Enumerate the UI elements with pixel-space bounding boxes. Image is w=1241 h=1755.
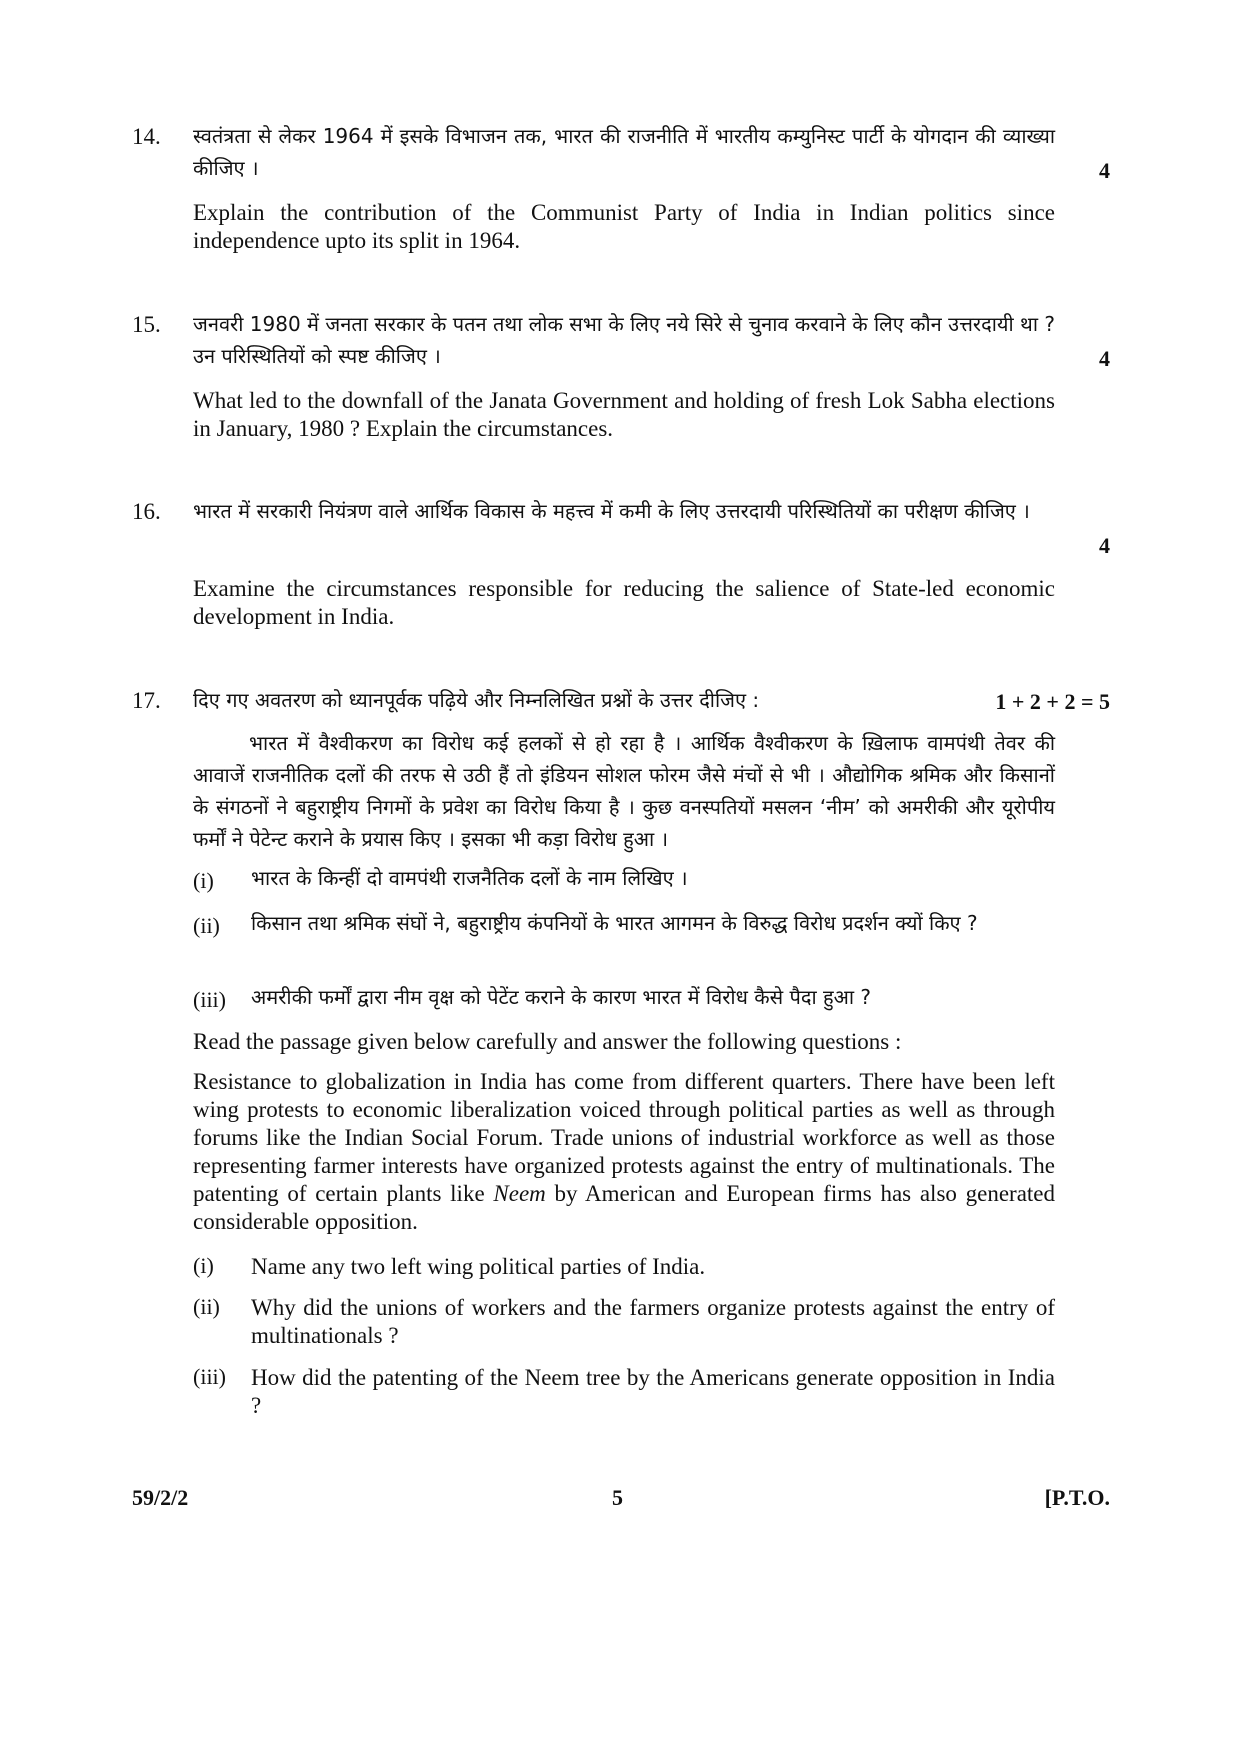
question-marks: 4 bbox=[1099, 346, 1110, 371]
question-instruction-hindi: दिए गए अवतरण को ध्यानपूर्वक पढ़िये और निम्नलिखित प्रश्नों के उत्तर दीजिए : bbox=[193, 688, 760, 712]
question-number: 17. bbox=[132, 688, 161, 713]
sub-question-label: (iii) bbox=[193, 987, 226, 1012]
question-english: Examine the circumstances responsible for reducing the salience of State-led economic development in India. bbox=[193, 576, 1055, 629]
sub-question-label: (ii) bbox=[193, 913, 220, 938]
sub-question-label: (ii) bbox=[193, 1294, 220, 1319]
sub-question-text: भारत के किन्हीं दो वामपंथी राजनैतिक दलों के नाम लिखिए । bbox=[251, 866, 688, 890]
passage-english-part-1: Resistance to globalization in India has come from different quarters. There have been left wing protests to economic liberalization voiced through political parties as well as through forums like the Indian Social Forum. Trade unions of industrial workforce as well as those representing farmer interests have organized protests against the entry of multinationals. The patenting of certain plants like bbox=[193, 1069, 1055, 1206]
passage-english bbox=[193, 1068, 1055, 1236]
question-number: 16. bbox=[132, 499, 161, 524]
sub-question-label: (i) bbox=[193, 1253, 214, 1278]
question-english: Explain the contribution of the Communist Party of India in Indian politics since independence upto its split in 1964. bbox=[193, 200, 1055, 253]
question-number: 14. bbox=[132, 124, 161, 149]
question-marks: 4 bbox=[1099, 158, 1110, 183]
paper-code: 59/2/2 bbox=[132, 1485, 189, 1510]
passage-english-italic: Neem bbox=[493, 1181, 546, 1206]
sub-question-label: (iii) bbox=[193, 1364, 226, 1389]
page-number: 5 bbox=[612, 1485, 623, 1510]
question-hindi: स्वतंत्रता से लेकर 1964 में इसके विभाजन तक, भारत की राजनीति में भारतीय कम्युनिस्ट पार्टी के योगदान की व्याख्या कीजिए । bbox=[193, 124, 1055, 180]
question-number: 15. bbox=[132, 312, 161, 337]
sub-question-text: Why did the unions of workers and the farmers organize protests against the entry of multinationals ? bbox=[251, 1295, 1055, 1348]
question-english: What led to the downfall of the Janata Government and holding of fresh Lok Sabha elections in January, 1980 ? Explain the circumstances. bbox=[193, 388, 1055, 441]
pto-label: [P.T.O. bbox=[1044, 1485, 1110, 1510]
passage-english-part-2: by American and European firms has also generated considerable opposition. bbox=[193, 1181, 1056, 1234]
instruction-english: Read the passage given below carefully and answer the following questions : bbox=[193, 1029, 902, 1054]
question-hindi: जनवरी 1980 में जनता सरकार के पतन तथा लोक सभा के लिए नये सिरे से चुनाव करवाने के लिए कौन उत्तरदायी था ? उन परिस्थितियों को स्पष्ट कीजिए । bbox=[193, 312, 1055, 368]
sub-question-label: (i) bbox=[193, 868, 214, 893]
sub-question-text: How did the patenting of the Neem tree by the Americans generate opposition in India ? bbox=[251, 1365, 1055, 1418]
question-hindi: भारत में सरकारी नियंत्रण वाले आर्थिक विकास के महत्त्व में कमी के लिए उत्तरदायी परिस्थितियों का परीक्षण कीजिए । bbox=[193, 499, 1030, 523]
passage-hindi: भारत में वैश्वीकरण का विरोध कई हलकों से हो रहा है । आर्थिक वैश्वीकरण के ख़िलाफ वामपंथी तेवर की आवाजें राजनीतिक दलों की तरफ से उठी हैं तो इंडियन सोशल फोरम जैसे मंचों से भी । औद्योगिक श्रमिक और किसानों के संगठनों ने बहुराष्ट्रीय निगमों के प्रवेश का विरोध किया है । कुछ वनस्पतियों मसलन ‘नीम’ को अमरीकी और यूरोपीय फर्मों ने पेटेन्ट कराने के प्रयास किए । इसका भी कड़ा विरोध हुआ । bbox=[193, 731, 1055, 851]
sub-question-text: Name any two left wing political parties of India. bbox=[251, 1254, 706, 1279]
question-marks: 4 bbox=[1099, 533, 1110, 558]
question-marks: 1 + 2 + 2 = 5 bbox=[995, 689, 1110, 714]
sub-question-text: किसान तथा श्रमिक संघों ने, बहुराष्ट्रीय कंपनियों के भारत आगमन के विरुद्ध विरोध प्रदर्शन क्यों किए ? bbox=[251, 911, 978, 935]
sub-question-text: अमरीकी फर्मों द्वारा नीम वृक्ष को पेटेंट कराने के कारण भारत में विरोध कैसे पैदा हुआ ? bbox=[251, 985, 872, 1009]
